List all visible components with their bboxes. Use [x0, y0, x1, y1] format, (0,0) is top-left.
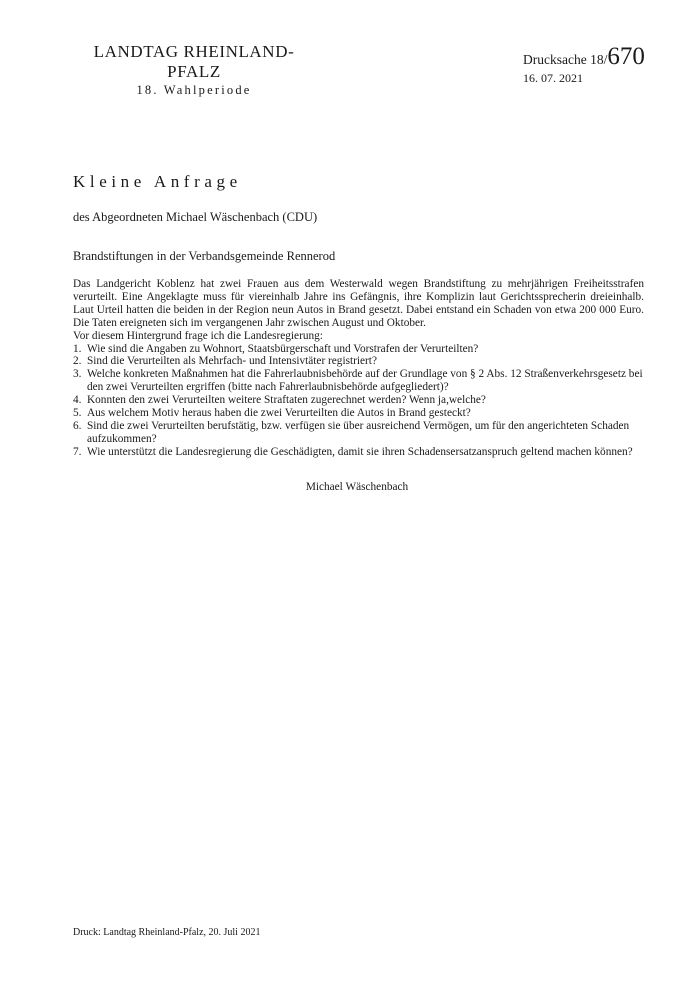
question-number: 6. — [73, 419, 82, 432]
legislative-period: 18. Wahlperiode — [136, 83, 252, 97]
question-item — [73, 355, 644, 368]
intro-paragraph: Das Landgericht Koblenz hat zwei Frauen aus dem Westerwald wegen Brandstiftung zu mehrjährigen Freiheitsstrafen verurteilt. Eine Angeklagte muss für viereinhalb Jahre ins Gefängnis, ihre Komplizin laut Gerichtssprecherin dreieinhalb. Laut Urteil hatten die beiden in der Region neun Autos in Brand gesetzt. Dabei entstand ein Schaden von etwa 200 000 Euro. Die Taten ereigneten sich im vergangenen Jahr zwischen August und Oktober. — [73, 278, 644, 329]
header-right — [523, 44, 645, 86]
author-line: des Abgeordneten Michael Wäschenbach (CDU) — [73, 210, 318, 224]
question-text: Aus welchem Motiv heraus haben die zwei Verurteilten die Autos in Brand gesteckt? — [87, 407, 471, 420]
question-item — [73, 368, 644, 394]
question-item — [73, 420, 644, 446]
document-body — [73, 278, 644, 459]
document-date: 16. 07. 2021 — [523, 71, 583, 85]
question-item — [73, 394, 644, 407]
question-text: Konnten den zwei Verurteilten weitere Straftaten zugerechnet werden? Wenn ja,welche? — [87, 394, 486, 407]
question-item — [73, 446, 644, 459]
question-number: 4. — [73, 394, 82, 407]
drucksache-label: Drucksache 18/ — [523, 52, 608, 67]
question-number: 3. — [73, 368, 82, 381]
question-item — [73, 343, 644, 356]
question-number: 2. — [73, 355, 82, 368]
question-text: Welche konkreten Maßnahmen hat die Fahrerlaubnisbehörde auf der Grundlage von § 2 Abs. 12 Straßenverkehrsgesetz bei den zwei Verurteilten ergriffen (bitte nach Fahrerlaubnisbehörde aufgegliedert)? — [87, 368, 643, 394]
print-footer: Druck: Landtag Rheinland-Pfalz, 20. Juli 2021 — [73, 927, 261, 938]
question-list — [73, 343, 644, 459]
signature: Michael Wäschenbach — [305, 481, 409, 493]
question-number: 7. — [73, 445, 82, 458]
question-text: Wie unterstützt die Landesregierung die Geschädigten, damit sie ihren Schadensersatzanspruch geltend machen können? — [87, 445, 633, 458]
lead-in: Vor diesem Hintergrund frage ich die Landesregierung: — [73, 329, 323, 342]
parliament-name: LANDTAG RHEINLAND-PFALZ — [93, 42, 295, 81]
subject-title: Brandstiftungen in der Verbandsgemeinde Rennerod — [73, 249, 336, 263]
question-text: Wie sind die Angaben zu Wohnort, Staatsbürgerschaft und Vorstrafen der Verurteilten? — [87, 342, 479, 355]
header-left — [74, 42, 314, 98]
drucksache-number: 670 — [607, 43, 645, 70]
question-item — [73, 407, 644, 420]
question-number: 5. — [73, 407, 82, 420]
question-text: Sind die Verurteilten als Mehrfach- und Intensivtäter registriert? — [87, 355, 377, 368]
question-text: Sind die zwei Verurteilten berufstätig, bzw. verfügen sie über ausreichend Vermögen, um für den angerichteten Schaden aufzukommen? — [87, 419, 630, 445]
question-number: 1. — [73, 342, 82, 355]
drucksache-reference — [523, 44, 645, 70]
document-type: Kleine Anfrage — [73, 172, 242, 191]
